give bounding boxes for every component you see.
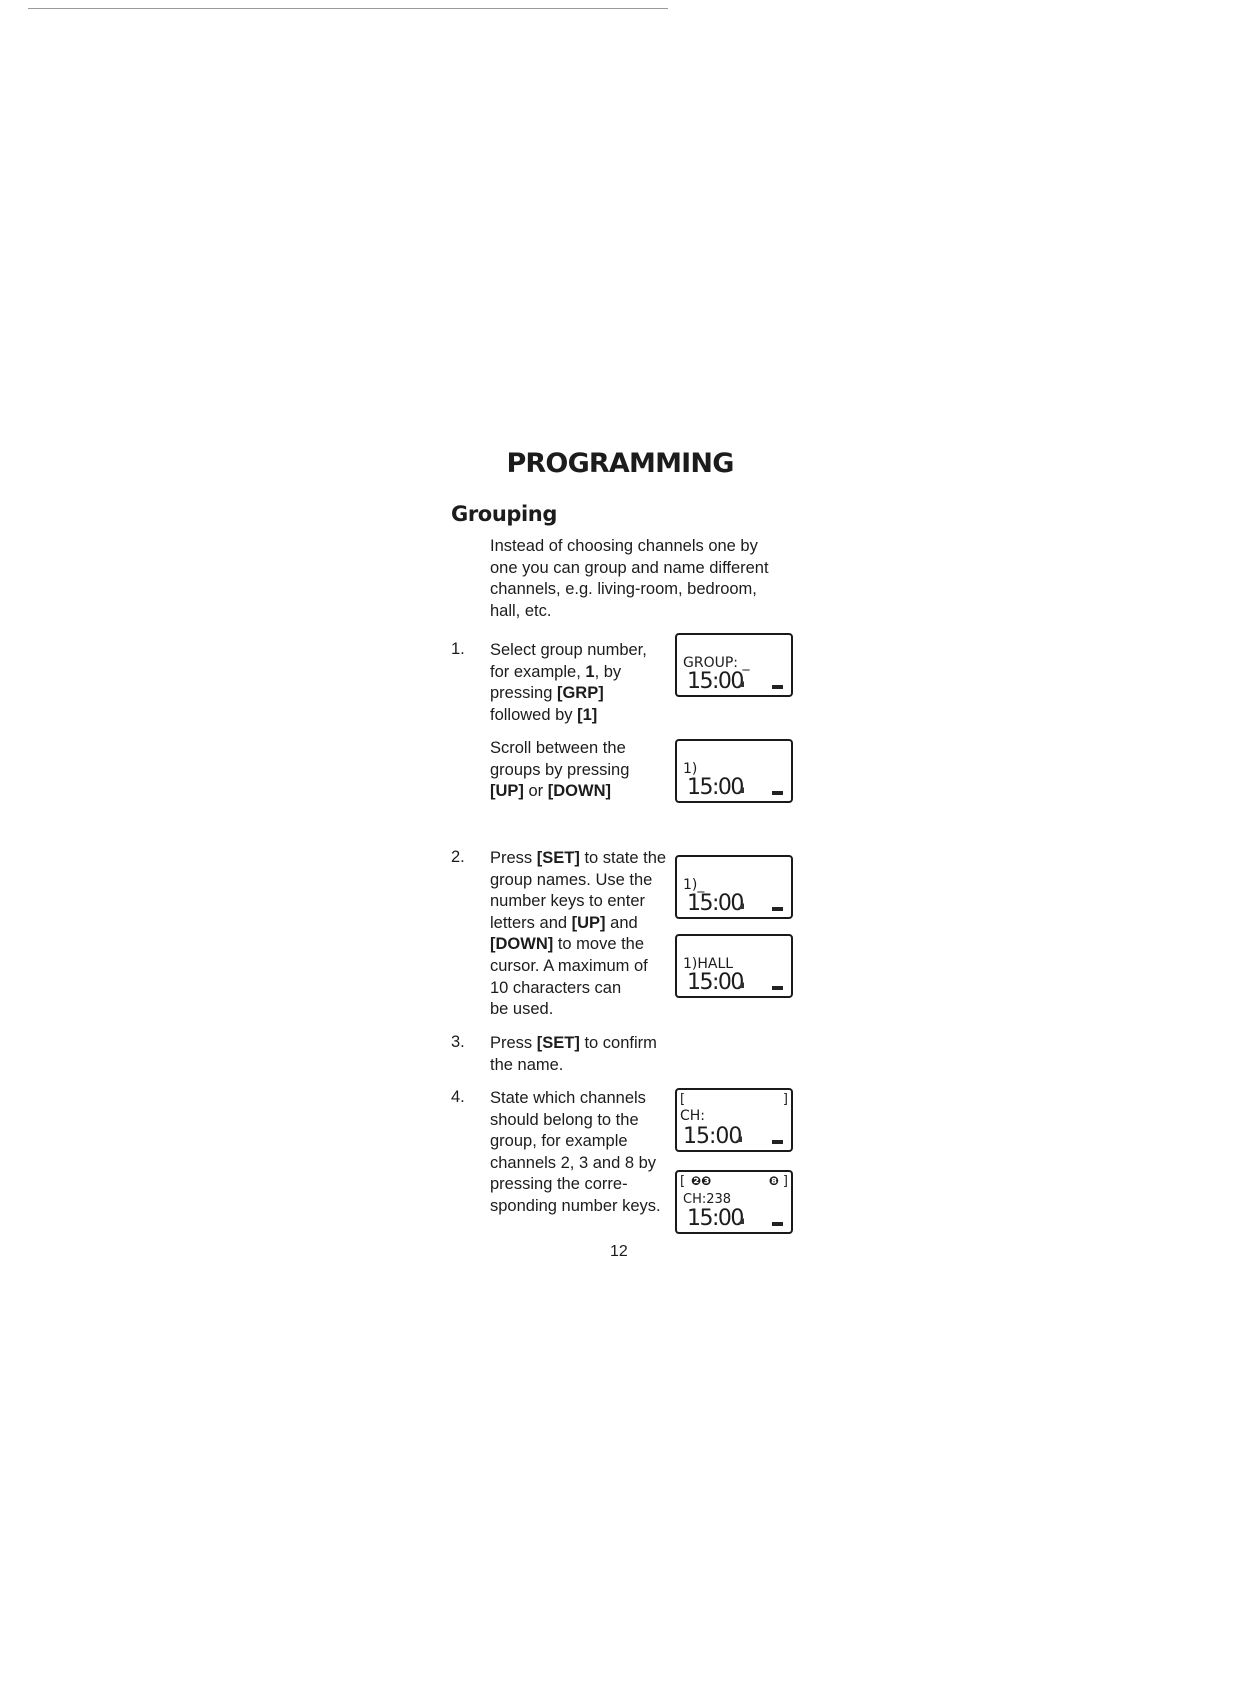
lcd-display xyxy=(675,934,793,998)
scroll-text: Scroll between the groups by pressing [UP] or [DOWN] xyxy=(490,739,630,801)
lcd-line: 1) xyxy=(683,761,698,777)
battery-icon xyxy=(772,685,783,689)
step-1-text: Select group number, for example, 1, by pressing [GRP] followed by [1] xyxy=(490,641,647,724)
signal-icon xyxy=(735,1136,742,1142)
step-number: 3. xyxy=(451,1033,465,1051)
lcd-line: 1)_ xyxy=(683,877,705,893)
channel-marks-right: ❽ xyxy=(768,1174,779,1188)
step-4-text: State which channels should belong to the group, for example channels 2, 3 and 8 by pressing the corre- sponding number keys. xyxy=(490,1089,661,1215)
lcd-display xyxy=(675,1088,793,1152)
signal-icon xyxy=(737,903,744,909)
lcd-display xyxy=(675,739,793,803)
lcd-bracket-left: [ xyxy=(680,1174,686,1189)
lcd-bracket-right: ] xyxy=(782,1092,788,1107)
lcd-time: 15:00 xyxy=(687,1206,743,1231)
signal-icon xyxy=(737,1218,744,1224)
lcd-bracket-right: ] xyxy=(782,1174,788,1189)
section-title: Grouping xyxy=(451,502,557,526)
channel-marks-left: ❷❸ xyxy=(691,1174,712,1188)
top-rule xyxy=(28,8,668,9)
page-title: PROGRAMMING xyxy=(506,448,734,479)
lcd-time: 15:00 xyxy=(683,1124,742,1149)
lcd-bracket-left: [ xyxy=(680,1092,686,1107)
intro-paragraph: Instead of choosing channels one by one you can group and name different channels, e.g. living-room, bedroom, hall, etc. xyxy=(490,537,769,620)
lcd-time: 15:00 xyxy=(687,669,743,694)
lcd-line: CH:238 xyxy=(683,1192,732,1207)
lcd-time: 15:00 xyxy=(687,970,743,995)
step-2-text: Press [SET] to state the group names. Use the number keys to enter letters and [UP] and [DOWN] to move the cursor. A maximum of 10 characters can be used. xyxy=(490,849,667,1019)
lcd-display xyxy=(675,855,793,919)
lcd-display xyxy=(675,633,793,697)
step-3-text: Press [SET] to confirm the name. xyxy=(490,1034,657,1074)
step-number: 2. xyxy=(451,848,465,866)
signal-icon xyxy=(737,681,744,687)
battery-icon xyxy=(772,907,783,911)
lcd-line: CH: xyxy=(680,1108,706,1124)
signal-icon xyxy=(737,787,744,793)
step-number: 1. xyxy=(451,640,465,658)
lcd-line: 1)HALL xyxy=(683,956,734,972)
battery-icon xyxy=(772,791,783,795)
step-number: 4. xyxy=(451,1088,465,1106)
lcd-time: 15:00 xyxy=(687,775,743,800)
page-number: 12 xyxy=(610,1243,628,1260)
battery-icon xyxy=(772,986,783,990)
battery-icon xyxy=(772,1140,783,1144)
battery-icon xyxy=(772,1222,783,1226)
lcd-line: GROUP: _ xyxy=(683,655,750,671)
lcd-time: 15:00 xyxy=(687,891,743,916)
signal-icon xyxy=(737,982,744,988)
lcd-display xyxy=(675,1170,793,1234)
